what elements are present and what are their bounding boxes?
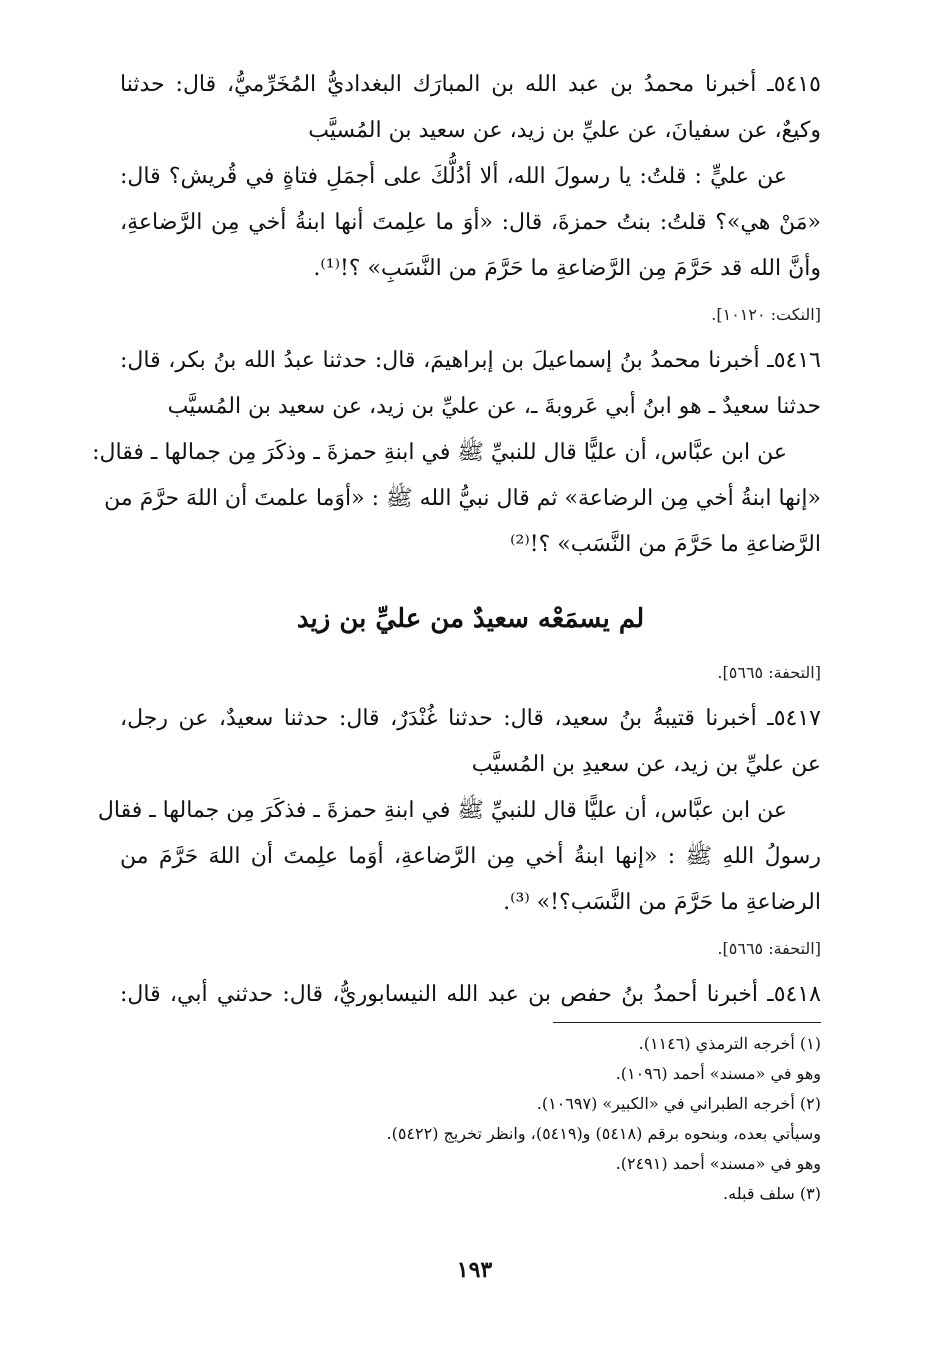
hadith-5417: [97, 696, 821, 926]
footnote: وسيأتي بعده، وبنحوه برقم (٥٤١٨) و(٥٤١٩)، وانظر تخريج (٥٤٢٢).: [386, 1124, 821, 1143]
footnote-divider: [553, 1022, 821, 1023]
reference-note: [النكت: ١٠١٢٠].: [711, 305, 821, 324]
text-line: «إنها ابنةُ أخي مِن الرضاعة» ثم قال نبيُّ الله ﷺ : «أوَما علمتَ أن اللهَ حرَّمَ من: [104, 486, 821, 511]
footnotes: [120, 1029, 821, 1209]
text-line: رسولُ اللهِ ﷺ : «إنها ابنةُ أخي مِن الرَّضاعةِ، أوَما علِمتَ أن اللهَ حَرَّمَ من: [120, 844, 821, 869]
page-number: ١٩٣: [456, 1257, 493, 1283]
footnote: وهو في «مسند» أحمد (٢٤٩١).: [615, 1154, 821, 1173]
text-line: عن ابن عبَّاس، أن عليًّا قال للنبيِّ ﷺ في ابنةِ حمزةَ ـ وذكَرَ مِن جمالها ـ فقال:: [92, 440, 787, 465]
text-line: وكيعٌ، عن سفيانَ، عن عليِّ بن زيد، عن سعيد بن المُسيَّب: [308, 118, 821, 143]
reference-note: [التحفة: ٥٦٦٥].: [717, 663, 821, 682]
text-line: «مَنْ هي»؟ قلتُ: بنتُ حمزةَ، قال: «أوَ ما علِمتَ أنها ابنةُ أخي مِن الرَّضاعةِ،: [120, 210, 821, 235]
hadith-5415: [120, 62, 821, 330]
text-line: ٥٤١٨ـ أخبرنا أحمدُ بنُ حفص بن عبد الله النيسابوريُّ، قال: حدثني أبي، قال:: [120, 982, 821, 1007]
text-line: وأنَّ الله قد حَرَّمَ مِن الرَّضاعةِ ما حَرَّمَ من النَّسَبِ» ؟!⁽¹⁾.: [313, 256, 821, 281]
hadith-5416: [92, 338, 821, 568]
text-line: حدثنا سعيدٌ ـ هو ابنُ أبي عَروبةَ ـ، عن عليِّ بن زيد، عن سعيد بن المُسيَّب: [167, 394, 821, 419]
text-line: الرضاعةِ ما حَرَّمَ من النَّسَب؟!» ⁽³⁾.: [503, 890, 821, 915]
footnote: (١) أخرجه الترمذي (١١٤٦).: [638, 1034, 821, 1053]
text-line: الرَّضاعةِ ما حَرَّمَ من النَّسَب» ؟!⁽²⁾: [510, 532, 821, 557]
reference-note: [التحفة: ٥٦٦٥].: [717, 939, 821, 958]
footnote: وهو في «مسند» أحمد (١٠٩٦).: [615, 1064, 821, 1083]
section-heading: لم يسمَعْه سعيدٌ من عليِّ بن زيد: [296, 604, 645, 634]
footnote: (٣) سلف قبله.: [723, 1184, 821, 1203]
hadith-5418: [120, 972, 821, 1018]
text-line: عن عليٍّ : قلتُ: يا رسولَ الله، ألا أدُلُّكَ على أجمَلِ فتاةٍ في قُريش؟ قال:: [120, 164, 787, 189]
text-line: عن ابن عبَّاس، أن عليًّا قال للنبيِّ ﷺ في ابنةِ حمزةَ ـ فذكَرَ مِن جمالها ـ فقال: [97, 798, 787, 823]
text-line: ٥٤١٧ـ أخبرنا قتيبةُ بنُ سعيد، قال: حدثنا غُنْدَرٌ، قال: حدثنا سعيدٌ، عن رجل،: [120, 706, 821, 731]
text-line: ٥٤١٦ـ أخبرنا محمدُ بنُ إسماعيلَ بن إبراهيمَ، قال: حدثنا عبدُ الله بنُ بكر، قال:: [120, 348, 821, 373]
text-line: ٥٤١٥ـ أخبرنا محمدُ بن عبد الله بن المبارَك البغداديُّ المُخَرِّميُّ، قال: حدثنا: [120, 72, 821, 97]
text-line: عن عليِّ بن زيد، عن سعيدِ بن المُسيَّب: [471, 752, 821, 777]
footnote: (٢) أخرجه الطبراني في «الكبير» (١٠٦٩٧).: [536, 1094, 821, 1113]
